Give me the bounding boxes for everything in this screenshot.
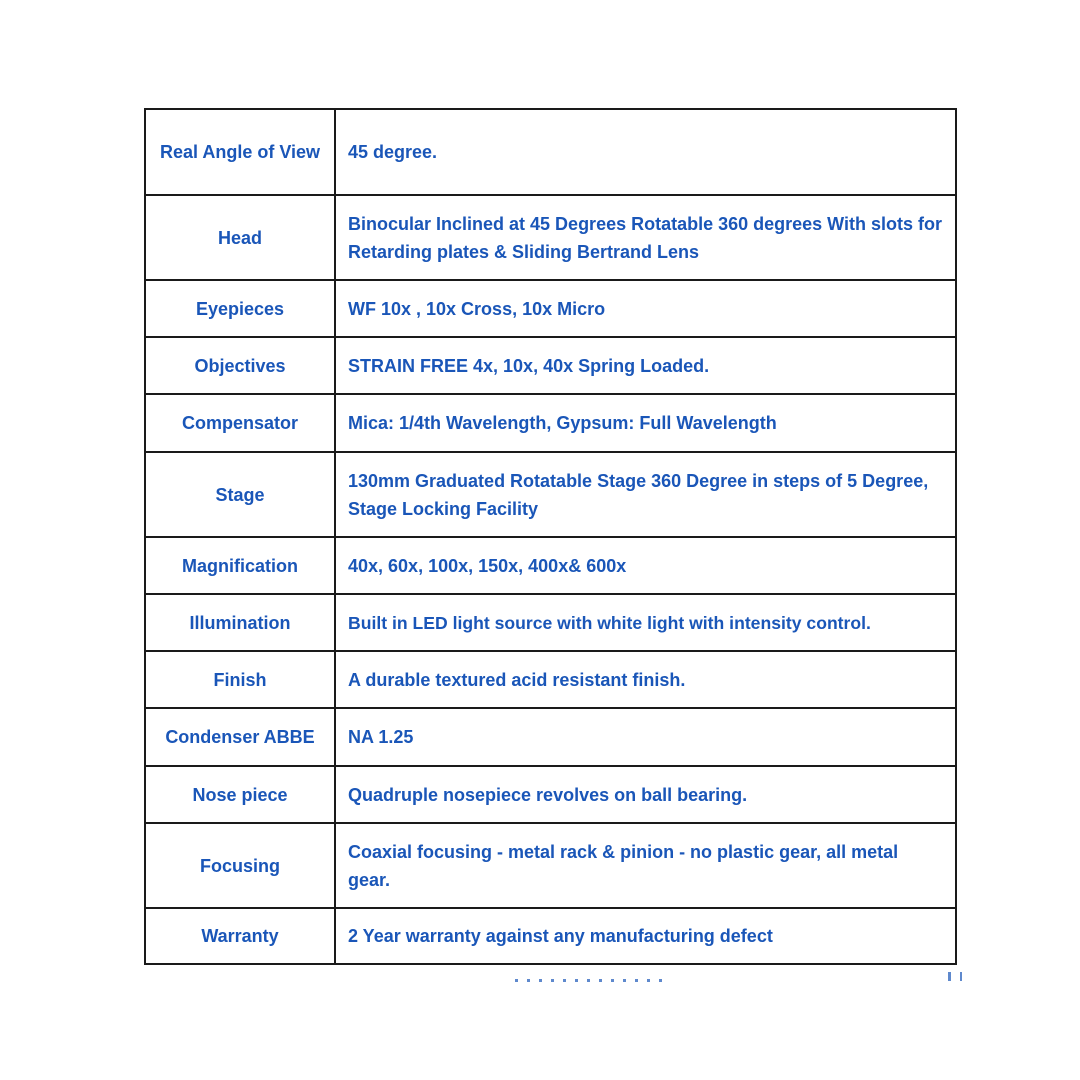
spec-value: A durable textured acid resistant finish.: [335, 651, 956, 708]
spec-label: Stage: [145, 452, 335, 537]
spec-row-focusing: [145, 823, 956, 908]
spec-value: STRAIN FREE 4x, 10x, 40x Spring Loaded.: [335, 337, 956, 394]
spec-label: Magnification: [145, 537, 335, 594]
spec-row-warranty: [145, 908, 956, 964]
crop-artifact-mark: [948, 972, 962, 981]
spec-row-finish: [145, 651, 956, 708]
spec-value: 130mm Graduated Rotatable Stage 360 Degree in steps of 5 Degree, Stage Locking Facility: [335, 452, 956, 537]
spec-value: WF 10x , 10x Cross, 10x Micro: [335, 280, 956, 337]
spec-value: 40x, 60x, 100x, 150x, 400x& 600x: [335, 537, 956, 594]
spec-label: Eyepieces: [145, 280, 335, 337]
spec-row-nose-piece: [145, 766, 956, 823]
spec-row-objectives: [145, 337, 956, 394]
spec-row-condenser-abbe: [145, 708, 956, 766]
spec-row-stage: [145, 452, 956, 537]
crop-artifact-mark: [515, 979, 665, 982]
spec-label: Nose piece: [145, 766, 335, 823]
spec-row-real-angle-of-view: [145, 109, 956, 195]
spec-value: 2 Year warranty against any manufacturing defect: [335, 908, 956, 964]
spec-value: Built in LED light source with white light with intensity control.: [335, 594, 956, 651]
spec-value: 45 degree.: [335, 109, 956, 195]
spec-value: Quadruple nosepiece revolves on ball bearing.: [335, 766, 956, 823]
spec-label: Condenser ABBE: [145, 708, 335, 766]
spec-value: Mica: 1/4th Wavelength, Gypsum: Full Wavelength: [335, 394, 956, 452]
spec-label: Illumination: [145, 594, 335, 651]
spec-label: Head: [145, 195, 335, 280]
spec-row-illumination: [145, 594, 956, 651]
spec-label: Finish: [145, 651, 335, 708]
spec-row-head: [145, 195, 956, 280]
spec-label: Compensator: [145, 394, 335, 452]
spec-row-eyepieces: [145, 280, 956, 337]
spec-value: Coaxial focusing - metal rack & pinion - no plastic gear, all metal gear.: [335, 823, 956, 908]
spec-row-magnification: [145, 537, 956, 594]
spec-value: Binocular Inclined at 45 Degrees Rotatable 360 degrees With slots for Retarding plates & Sliding Bertrand Lens: [335, 195, 956, 280]
specification-table: [144, 108, 957, 965]
spec-row-compensator: [145, 394, 956, 452]
spec-label: Warranty: [145, 908, 335, 964]
spec-label: Objectives: [145, 337, 335, 394]
spec-label: Focusing: [145, 823, 335, 908]
spec-label: Real Angle of View: [145, 109, 335, 195]
spec-value: NA 1.25: [335, 708, 956, 766]
